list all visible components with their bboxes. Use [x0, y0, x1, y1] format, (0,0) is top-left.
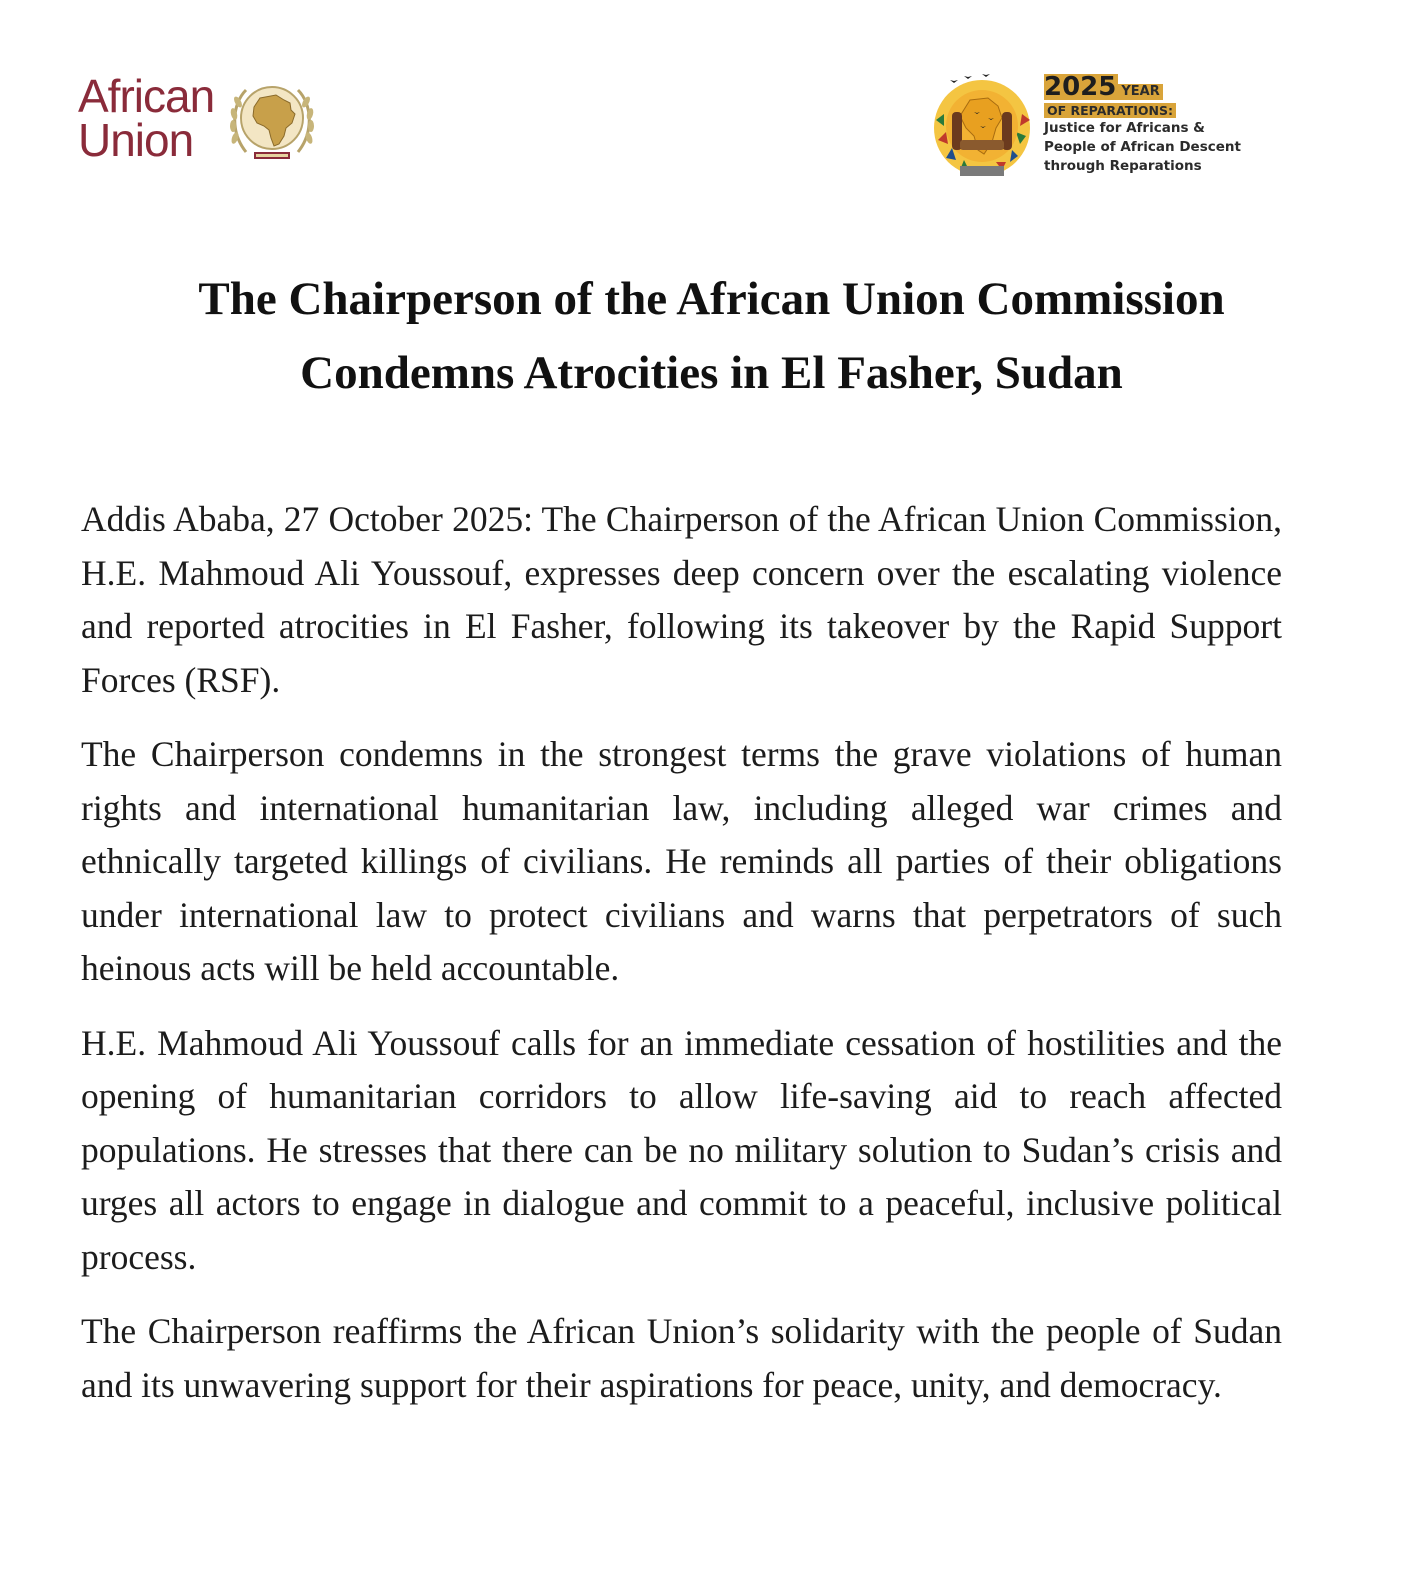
press-release-body [81, 493, 1282, 1433]
reparations-year: 2025 [1044, 72, 1117, 102]
reparations-text-block [1044, 72, 1241, 176]
reparations-of-label: OF REPARATIONS: [1044, 103, 1176, 118]
title-line-2: Condemns Atrocities in El Fasher, Sudan [300, 347, 1123, 399]
au-wordmark-line2: Union [78, 114, 194, 166]
body-paragraph-3: H.E. Mahmoud Ali Youssouf calls for an immediate cessation of hostilities and the opening of humanitarian corridors to allow life-saving aid to reach affected populations. He stresses that there can be no military solution to Sudan’s crisis and urges all actors to engage in dialogue and commit to a peaceful, inclusive political process. [81, 1022, 1282, 1277]
year-of-reparations-logo [930, 70, 1290, 185]
body-paragraph-1: Addis Ababa, 27 October 2025: The Chairperson of the African Union Commission, H.E. Mahmoud Ali Youssouf, expresses deep concern over the escalating violence and reported atrocities in El Fasher, following its takeover by the Rapid Support Forces (RSF). [81, 499, 1282, 700]
body-paragraph-2: The Chairperson condemns in the strongest terms the grave violations of human rights and international humanitarian law, including alleged war crimes and ethnically targeted killings of civilians. He reminds all parties of their obligations under international law to protect civilians and warns that perpetrators of such heinous acts will be held accountable. [81, 734, 1282, 988]
reparations-emblem-icon [930, 70, 1038, 182]
reparations-year-row [1044, 72, 1241, 100]
african-union-emblem-icon [224, 76, 320, 168]
press-release-title [60, 262, 1363, 410]
title-line-1: The Chairperson of the African Union Commission [198, 273, 1225, 325]
reparations-line-2: People of African Descent [1044, 139, 1241, 155]
body-paragraph-4: The Chairperson reaffirms the African Union’s solidarity with the people of Sudan and its unwavering support for their aspirations for peace, unity, and democracy. [81, 1311, 1282, 1405]
reparations-line-3: through Reparations [1044, 158, 1202, 174]
african-union-wordmark [78, 70, 215, 166]
au-wordmark-line1: African [78, 70, 215, 122]
african-union-logo [78, 72, 328, 172]
reparations-year-word: YEAR [1118, 84, 1162, 100]
reparations-line-1: Justice for Africans & [1044, 120, 1205, 136]
